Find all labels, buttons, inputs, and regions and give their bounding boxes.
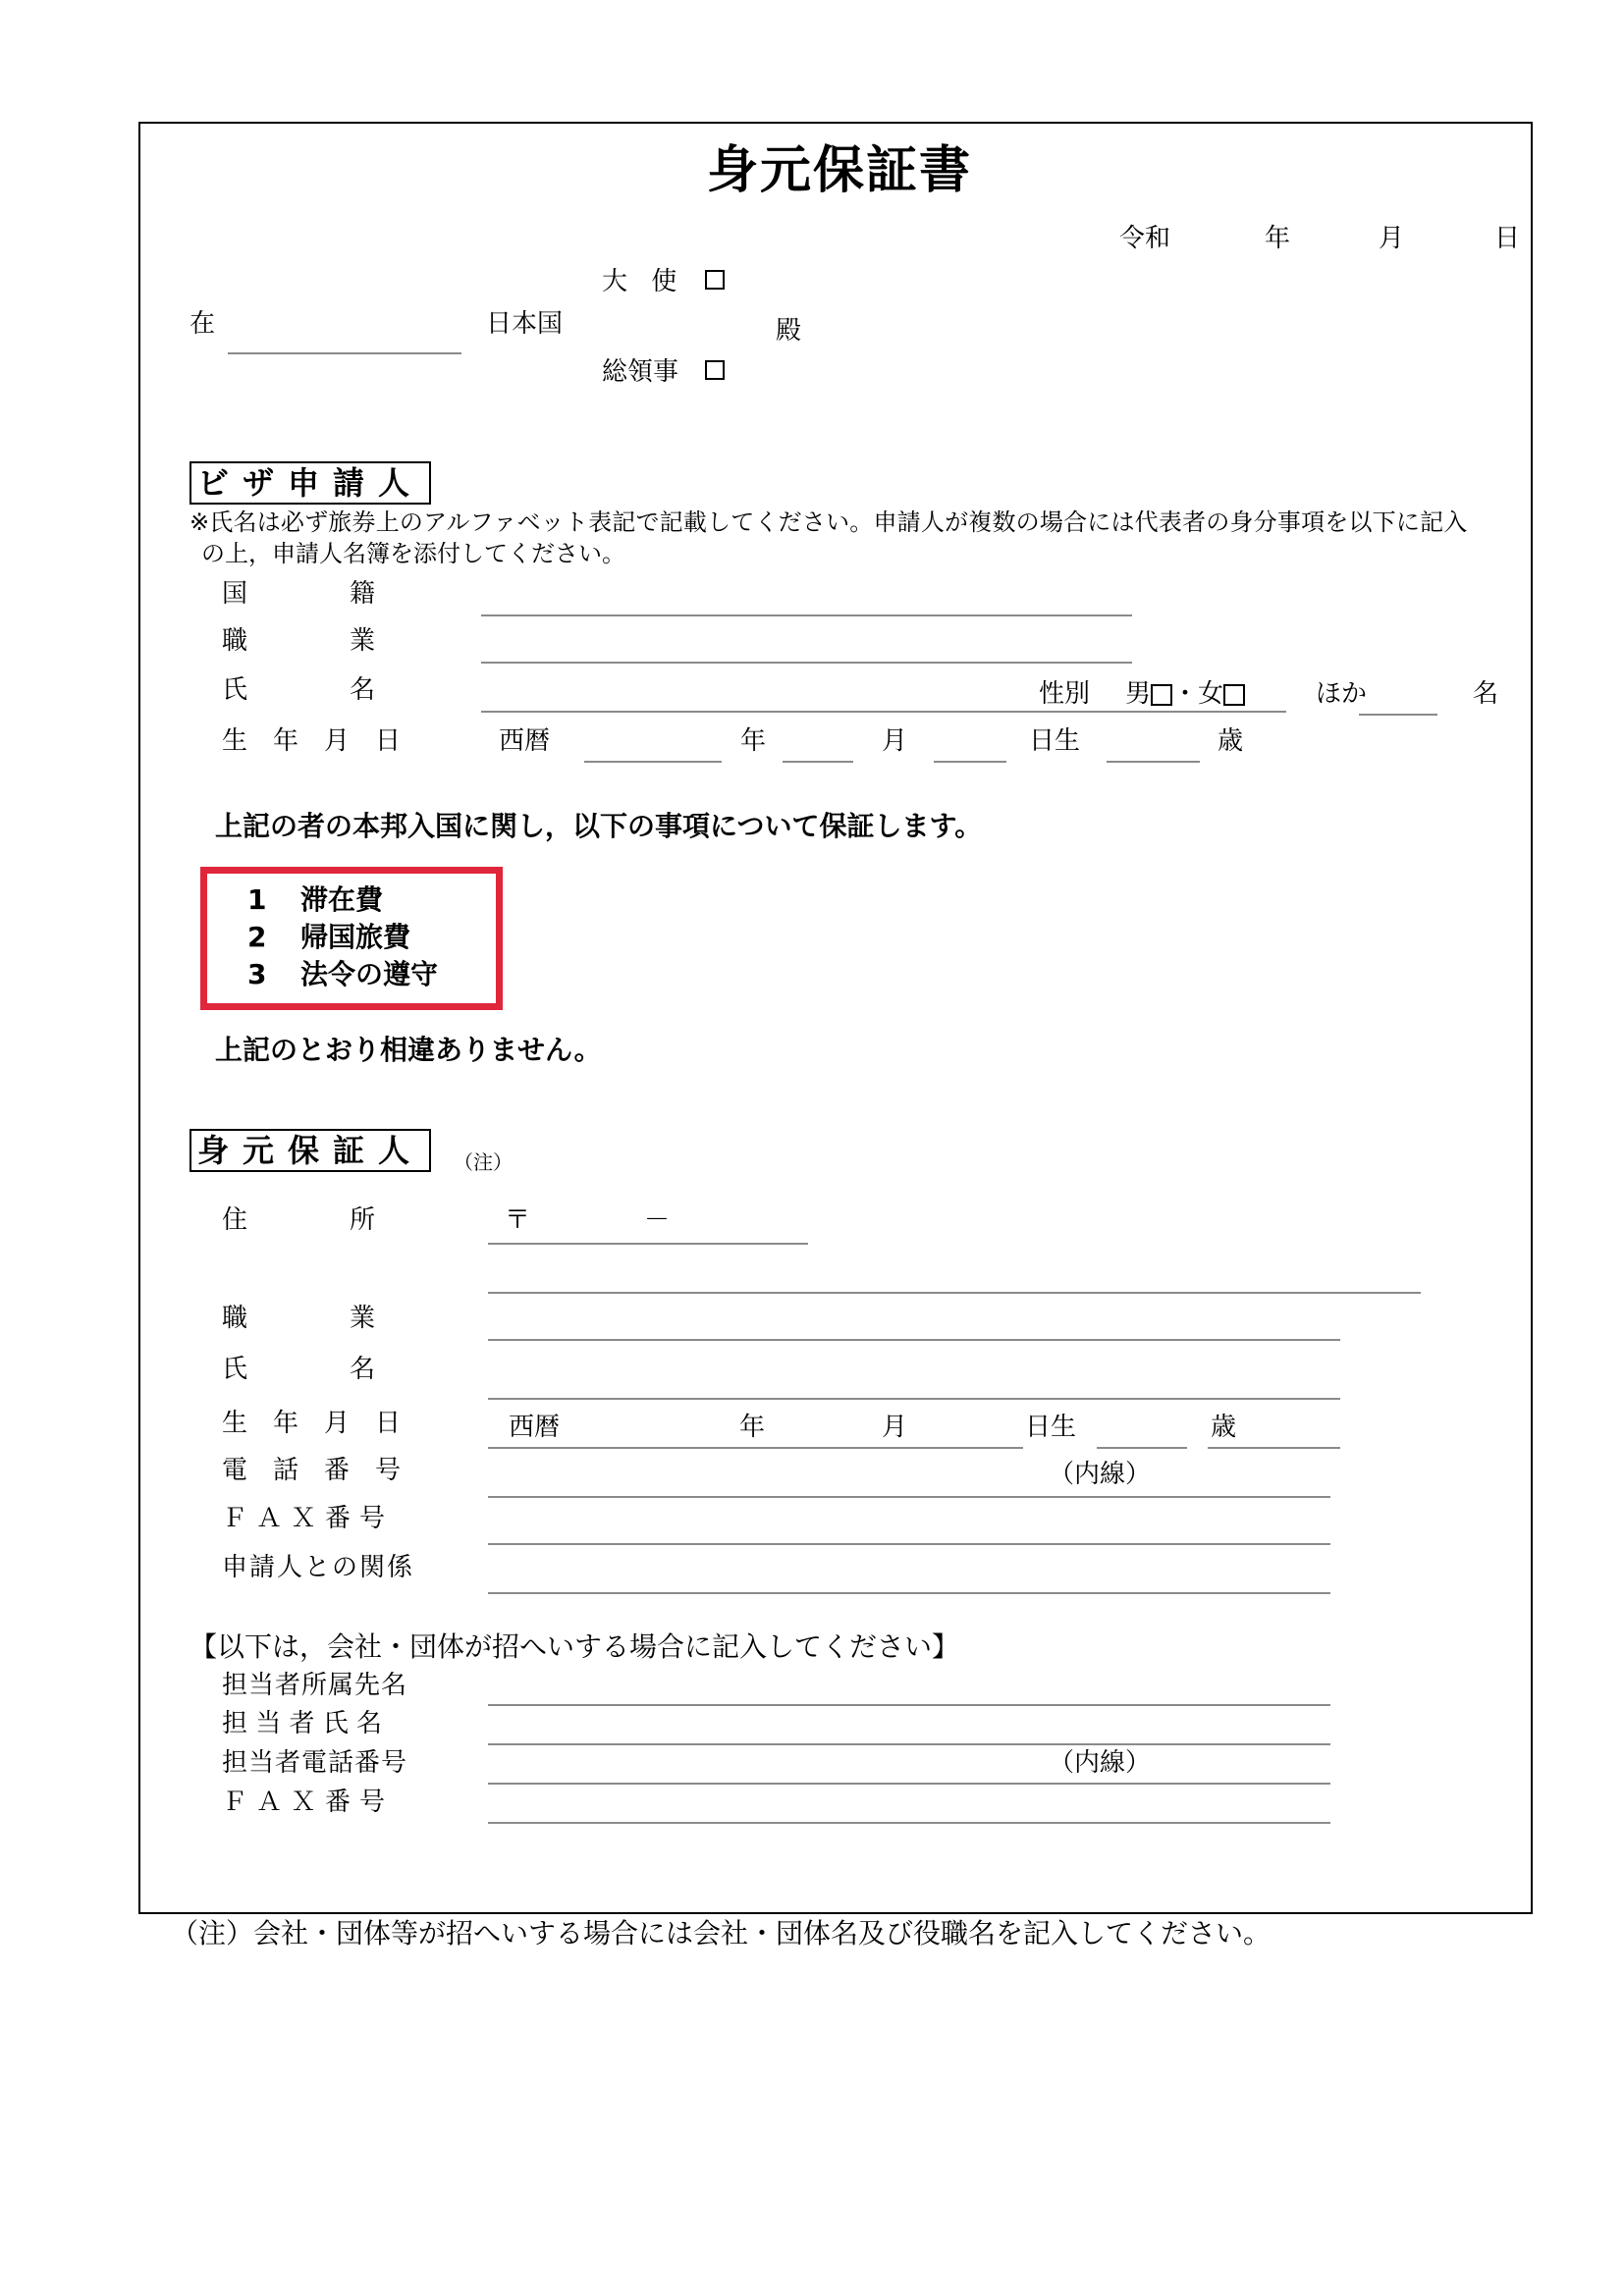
guarantee-item-1: 滞在費 [300, 883, 384, 916]
company-person-field[interactable] [488, 1743, 1330, 1745]
guarantor-extension-label: （内線） [1049, 1460, 1152, 1489]
footnote: （注）会社・団体等が招へいする場合には会社・団体名及び役職名を記入してください。 [171, 1917, 1272, 1949]
applicant-birth-year: 年 [740, 726, 767, 756]
guarantor-age: 歳 [1211, 1413, 1237, 1442]
guarantor-birth-seireki: 西暦 [509, 1413, 561, 1442]
guarantor-phone-label: 電 話 番 号 [222, 1456, 402, 1485]
applicant-heading: ビザ申請人 [189, 461, 431, 505]
date-era: 令和 [1119, 224, 1171, 253]
applicant-birth-label: 生 年 月 日 [222, 726, 402, 756]
company-dept-field[interactable] [488, 1704, 1330, 1706]
gender-male-label: 男 [1125, 679, 1152, 709]
country-label: 日本国 [486, 309, 564, 339]
guarantee-item-2: 帰国旅費 [300, 921, 411, 953]
company-fax-field[interactable] [488, 1822, 1330, 1824]
consul-general-label: 総領事 [602, 357, 679, 387]
applicant-note-line2: の上，申請人名簿を添付してください。 [201, 540, 625, 567]
guarantor-heading: 身元保証人 [189, 1129, 431, 1172]
others-unit: 名 [1473, 679, 1499, 709]
applicant-age-field[interactable] [1107, 761, 1200, 763]
guarantor-relation-field[interactable] [488, 1592, 1330, 1594]
postal-mark: 〒 [505, 1205, 531, 1235]
applicant-nationality-field[interactable] [481, 614, 1132, 616]
company-phone-field[interactable] [488, 1783, 1330, 1785]
applicant-note-line1: ※氏名は必ず旅券上のアルファベット表記で記載してください。申請人が複数の場合には代表者の身分事項を以下に記入 [189, 508, 1468, 536]
company-fax-label: ＦＡＸ番号 [222, 1788, 395, 1817]
applicant-name-field[interactable] [481, 711, 1286, 713]
applicant-birth-day: 日生 [1029, 726, 1081, 756]
company-phone-label: 担当者電話番号 [222, 1748, 408, 1778]
gender-female-label: 女 [1198, 679, 1224, 709]
guarantee-closing: 上記のとおり相違ありません。 [215, 1034, 602, 1066]
document-title: 身元保証書 [707, 141, 973, 200]
applicant-birth-seireki: 西暦 [499, 726, 551, 756]
ambassador-checkbox[interactable] [705, 270, 725, 290]
applicant-nationality-label: 国 籍 [222, 579, 376, 609]
applicant-occupation-field[interactable] [481, 662, 1132, 664]
guarantor-birth-underline [1208, 1447, 1340, 1449]
applicant-birth-day-field[interactable] [934, 761, 1006, 763]
guarantor-occupation-field[interactable] [488, 1339, 1340, 1341]
date-month: 月 [1379, 224, 1405, 253]
honorific-label: 殿 [776, 316, 802, 346]
gender-male-checkbox[interactable] [1151, 684, 1172, 706]
guarantor-birth-field[interactable] [488, 1447, 1023, 1449]
guarantor-relation-label: 申請人との関係 [222, 1553, 415, 1582]
company-extension-label: （内線） [1049, 1748, 1152, 1778]
guarantee-item-1-number: 1 [247, 883, 267, 916]
applicant-occupation-label: 職 業 [222, 626, 376, 656]
guarantor-note-mark: （注） [454, 1150, 513, 1174]
guarantor-birth-month: 月 [882, 1413, 908, 1442]
guarantor-birth-year: 年 [739, 1413, 766, 1442]
guarantor-birth-day: 日生 [1025, 1413, 1077, 1442]
applicant-birth-month: 月 [882, 726, 908, 756]
applicant-birth-month-field[interactable] [783, 761, 853, 763]
guarantee-item-3-number: 3 [247, 958, 267, 990]
company-heading: 【以下は，会社・団体が招へいする場合に記入してください】 [189, 1630, 960, 1663]
guarantor-occupation-label: 職 業 [222, 1304, 376, 1333]
guarantor-fax-label: ＦＡＸ番号 [222, 1504, 395, 1533]
others-count-field[interactable] [1359, 714, 1437, 716]
gender-female-checkbox[interactable] [1223, 684, 1245, 706]
guarantor-name-label: 氏 名 [222, 1355, 376, 1384]
guarantee-item-3: 法令の遵守 [300, 958, 439, 990]
postal-code-field[interactable] [488, 1243, 808, 1245]
guarantee-statement: 上記の者の本邦入国に関し，以下の事項について保証します。 [215, 810, 983, 842]
guarantor-age-field[interactable] [1097, 1447, 1187, 1449]
consul-general-checkbox[interactable] [705, 360, 725, 380]
location-field[interactable] [228, 352, 461, 354]
applicant-age: 歳 [1218, 726, 1244, 756]
ambassador-label: 大 使 [602, 267, 685, 296]
date-year: 年 [1265, 224, 1291, 253]
applicant-birth-year-field[interactable] [584, 761, 722, 763]
applicant-name-label: 氏 名 [222, 675, 376, 705]
postal-dash: － [644, 1205, 671, 1235]
prefix-label: 在 [189, 309, 216, 339]
date-day: 日 [1494, 224, 1521, 253]
company-person-label: 担 当 者 氏 名 [222, 1709, 383, 1738]
guarantee-item-2-number: 2 [247, 921, 267, 953]
guarantor-fax-field[interactable] [488, 1543, 1330, 1545]
guarantor-phone-field[interactable] [488, 1496, 1330, 1498]
gender-separator: ・ [1172, 679, 1199, 709]
company-dept-label: 担当者所属先名 [222, 1671, 408, 1700]
guarantor-birth-label: 生 年 月 日 [222, 1409, 402, 1438]
guarantor-name-field[interactable] [488, 1398, 1340, 1400]
gender-options [1125, 681, 1245, 707]
guarantor-address-field[interactable] [488, 1292, 1421, 1294]
gender-label: 性別 [1039, 679, 1091, 709]
others-label: ほか [1316, 679, 1368, 709]
guarantor-address-label: 住 所 [222, 1205, 376, 1235]
